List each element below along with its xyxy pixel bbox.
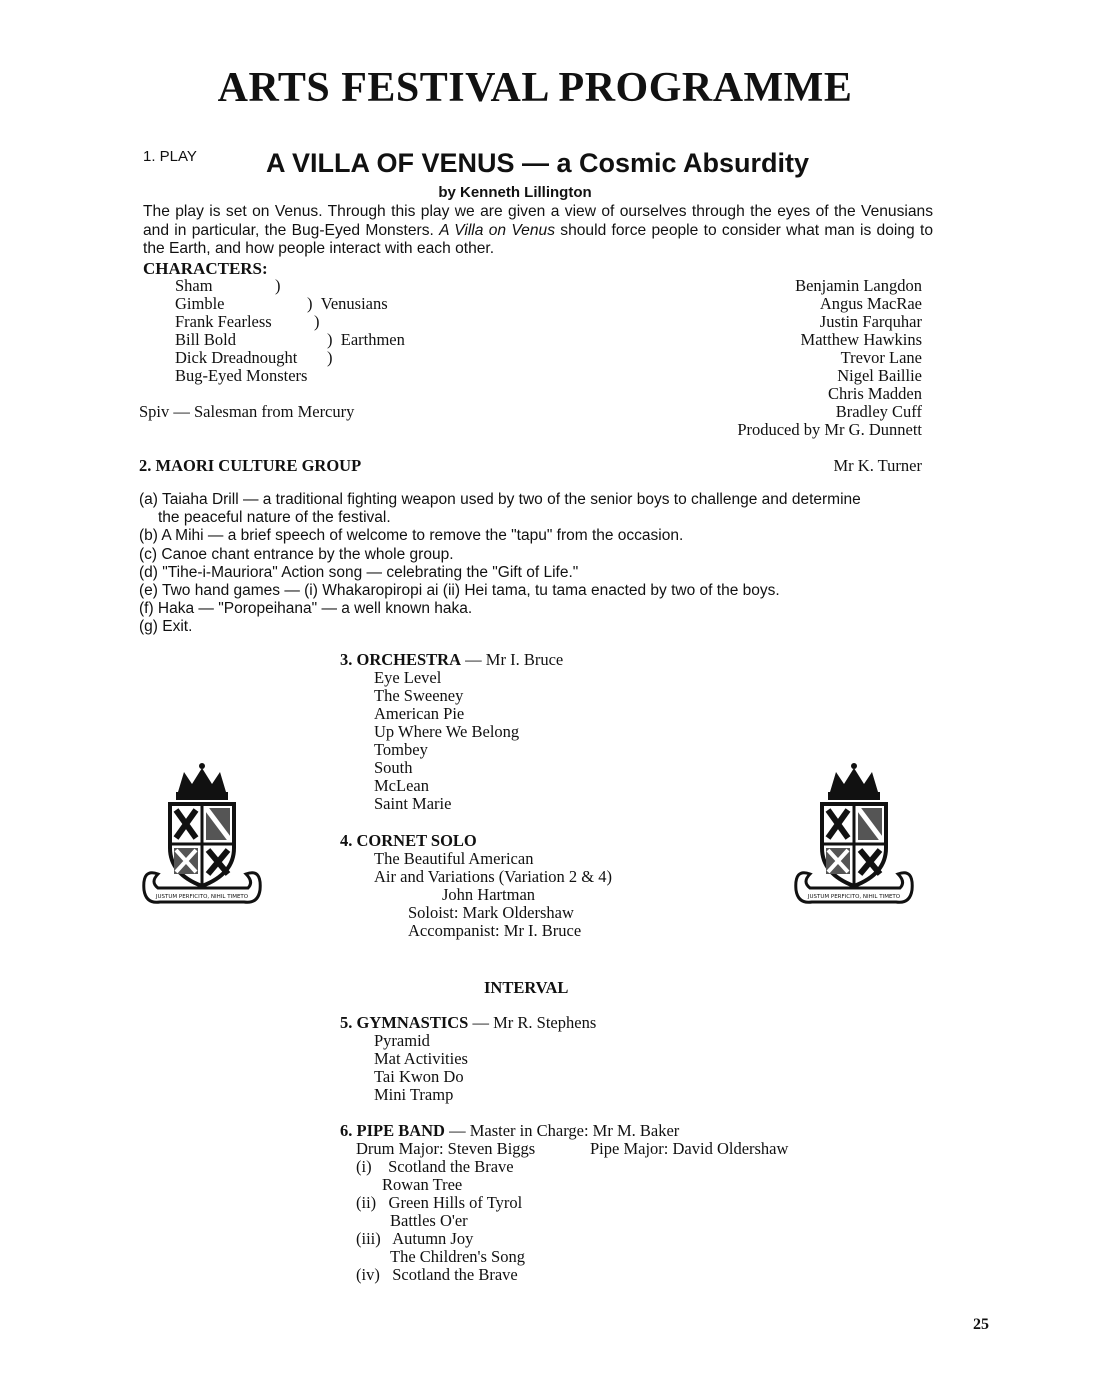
actor-name: Angus MacRae [819, 294, 922, 313]
pipe-band-tune: (i) Scotland the Brave [356, 1157, 514, 1176]
cornet-soloist: Soloist: Mark Oldershaw [408, 903, 574, 922]
orchestra-item: Up Where We Belong [374, 722, 520, 741]
maori-item-c: (c) Canoe chant entrance by the whole group. [139, 545, 454, 563]
maori-item-a: (a) Taiaha Drill — a traditional fighting weapon used by two of the senior boys to challenge and determine [139, 491, 861, 508]
maori-item-f: (f) Haka — "Poropeihana" — a well known haka. [139, 600, 473, 618]
characters-heading: CHARACTERS: [143, 259, 268, 278]
actor-name: Trevor Lane [840, 348, 922, 367]
cornet-piece: The Beautiful American [374, 849, 534, 868]
gymnastics-leader: — Mr R. Stephens [468, 1013, 597, 1032]
orchestra-leader: — Mr I. Bruce [461, 650, 564, 669]
pipe-band-tune: Battles O'er [390, 1211, 468, 1230]
gymnastics-item: Mat Activities [374, 1049, 468, 1068]
gymnastics-heading: 5. GYMNASTICS [340, 1013, 469, 1032]
pipe-band-tune: (iv) Scotland the Brave [356, 1265, 518, 1284]
character-frank-fearless: Frank Fearless ) [175, 312, 320, 331]
play-number-label: 1. PLAY [143, 148, 197, 165]
cornet-composer: John Hartman [442, 885, 536, 904]
pipe-band-majors [340, 1140, 788, 1158]
svg-text:JUSTUM PERFICITO, NIHIL TIMETO: JUSTUM PERFICITO, NIHIL TIMETO [807, 894, 901, 900]
gymnastics-item: Pyramid [374, 1031, 430, 1050]
actor-name: Nigel Baillie [837, 366, 922, 385]
pipe-band-tune: The Children's Song [390, 1247, 525, 1266]
page-number: 25 [973, 1316, 989, 1333]
producer-credit: Produced by Mr G. Dunnett [737, 420, 922, 439]
character-bill-bold: Bill Bold ) Earthmen [175, 330, 405, 349]
maori-group-heading: 2. MAORI CULTURE GROUP [139, 456, 362, 475]
actor-name: Benjamin Langdon [795, 276, 922, 295]
drum-major: Drum Major: Steven Biggs [356, 1139, 536, 1158]
interval-heading: INTERVAL [484, 978, 569, 997]
maori-group-leader: Mr K. Turner [833, 456, 922, 475]
character-spiv: Spiv — Salesman from Mercury [139, 402, 355, 421]
actor-name: Chris Madden [828, 384, 922, 403]
gymnastics-section [340, 1014, 596, 1104]
orchestra-item: American Pie [374, 704, 465, 723]
cornet-piece-variation: Air and Variations (Variation 2 & 4) [374, 867, 612, 886]
gymnastics-heading-line [340, 1014, 596, 1032]
pipe-band-section [340, 1122, 788, 1284]
crown-icon [176, 763, 228, 800]
actor-name: Justin Farquhar [819, 312, 922, 331]
svg-text:JUSTUM PERFICITO, NIHIL TIMETO: JUSTUM PERFICITO, NIHIL TIMETO [155, 894, 249, 900]
actor-name: Bradley Cuff [835, 402, 922, 421]
play-title: A VILLA OF VENUS — a Cosmic Absurdity [265, 148, 810, 178]
pipe-major: Pipe Major: David Oldershaw [590, 1139, 789, 1158]
maori-item-d: (d) "Tihe-i-Mauriora" Action song — celebrating the "Gift of Life." [139, 563, 579, 581]
orchestra-item: South [374, 758, 413, 777]
play-desc-italic-title: A Villa on Venus [439, 221, 555, 239]
play-desc-part1: The play is set on Venus. Through this play we are given a view of ourselves through the eyes of the Venusians and in particular, the Bug-Eyed Monsters. [143, 203, 933, 239]
cornet-section [340, 832, 612, 940]
school-crest-left [140, 762, 264, 910]
maori-item-a-continued: the peaceful nature of the festival. [158, 509, 391, 527]
orchestra-item: Tombey [374, 740, 428, 759]
character-gimble: Gimble ) Venusians [175, 294, 388, 313]
play-desc-part2: should force people to consider what man is doing to the Earth, and how people interact with each other. [143, 221, 933, 257]
pipe-band-tune: Rowan Tree [382, 1175, 463, 1194]
orchestra-heading: 3. ORCHESTRA [340, 650, 462, 669]
maori-item-b: (b) A Mihi — a brief speech of welcome to remove the "tapu" from the occasion. [139, 527, 684, 545]
pipe-band-heading: 6. PIPE BAND [340, 1121, 445, 1140]
gymnastics-item: Mini Tramp [374, 1085, 454, 1104]
pipe-band-tune: (ii) Green Hills of Tyrol [356, 1193, 523, 1212]
character-dick-dreadnought: Dick Dreadnought ) [175, 348, 333, 367]
pipe-band-heading-line [340, 1122, 788, 1140]
gymnastics-item: Tai Kwon Do [374, 1067, 464, 1086]
character-bug-eyed-monsters: Bug-Eyed Monsters [175, 366, 308, 385]
play-description [143, 203, 933, 259]
actor-name: Matthew Hawkins [800, 330, 922, 349]
page-title: ARTS FESTIVAL PROGRAMME [217, 65, 853, 111]
maori-item-e: (e) Two hand games — (i) Whakaropiropi ai (ii) Hei tama, tu tama enacted by two of the boys. [139, 582, 780, 600]
maori-item-g: (g) Exit. [139, 618, 193, 636]
cornet-heading: 4. CORNET SOLO [340, 831, 477, 850]
orchestra-heading-line [340, 651, 563, 669]
crown-icon [828, 763, 880, 800]
maori-item-list [139, 491, 929, 637]
play-author: by Kenneth Lillington [438, 184, 592, 201]
pipe-band-tune: (iii) Autumn Joy [356, 1229, 474, 1248]
cornet-accompanist: Accompanist: Mr I. Bruce [408, 921, 582, 940]
orchestra-item: Eye Level [374, 668, 442, 687]
school-crest-right [792, 762, 916, 910]
pipe-band-leader: — Master in Charge: Mr M. Baker [444, 1121, 680, 1140]
orchestra-item: McLean [374, 776, 429, 795]
orchestra-item: The Sweeney [374, 686, 464, 705]
orchestra-section [340, 651, 563, 813]
orchestra-item: Saint Marie [374, 794, 452, 813]
character-sham: Sham ) [175, 276, 281, 295]
